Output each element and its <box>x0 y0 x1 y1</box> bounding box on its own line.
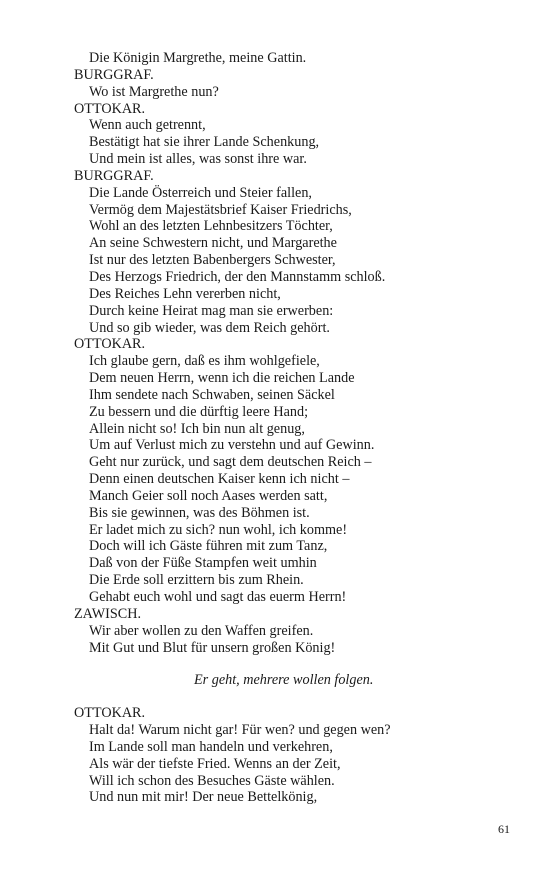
speaker-name: OTTOKAR. <box>74 336 146 353</box>
verse-line: Um auf Verlust mich zu verstehn und auf Gewinn. <box>89 437 375 454</box>
verse-line: Mit Gut und Blut für unsern großen König! <box>89 639 336 656</box>
verse-line: Im Lande soll man handeln und verkehren, <box>89 738 333 755</box>
verse-line: Wir aber wollen zu den Waffen greifen. <box>89 622 314 639</box>
verse-line: Zu bessern und die dürftig leere Hand; <box>89 403 309 420</box>
verse-line: Wohl an des letzten Lehnbesitzers Töchter, <box>89 218 333 235</box>
verse-line: Und so gib wieder, was dem Reich gehört. <box>89 319 330 336</box>
verse-line: Doch will ich Gäste führen mit zum Tanz, <box>89 538 328 555</box>
verse-line: Denn einen deutschen Kaiser kenn ich nicht – <box>89 471 350 488</box>
verse-line: Die Lande Österreich und Steier fallen, <box>89 184 312 201</box>
verse-line: Gehabt euch wohl und sagt das euerm Herrn! <box>89 589 347 605</box>
verse-line: Daß von der Füße Stampfen weit umhin <box>89 555 317 572</box>
verse-line: Die Erde soll erzittern bis zum Rhein. <box>89 572 304 589</box>
drama-text <box>74 50 514 806</box>
stage-direction: Er geht, mehrere wollen folgen. <box>194 672 374 689</box>
verse-line: Wenn auch getrennt, <box>89 117 206 134</box>
page-number: 61 <box>498 822 510 836</box>
verse-line: An seine Schwestern nicht, und Margarethe <box>89 235 337 252</box>
verse-line: Vermög dem Majestätsbrief Kaiser Friedrichs, <box>89 201 352 218</box>
verse-line: Durch keine Heirat mag man sie erwerben: <box>89 302 334 319</box>
speaker-name: OTTOKAR. <box>74 705 146 722</box>
speaker-name: BURGGRAF. <box>74 66 154 83</box>
verse-line: Ich glaube gern, daß es ihm wohlgefiele, <box>89 353 320 370</box>
speaker-name: ZAWISCH. <box>74 605 142 622</box>
verse-line: Des Reiches Lehn vererben nicht, <box>89 285 281 302</box>
speaker-name: OTTOKAR. <box>74 100 146 117</box>
verse-line: Ist nur des letzten Babenbergers Schwester, <box>89 252 336 269</box>
verse-line: Dem neuen Herrn, wenn ich die reichen Lande <box>89 370 355 387</box>
speaker-name: BURGGRAF. <box>74 167 154 184</box>
verse-line: Die Königin Margrethe, meine Gattin. <box>89 50 307 66</box>
verse-line: Und mein ist alles, was sonst ihre war. <box>89 151 307 168</box>
verse-line: Bis sie gewinnen, was des Böhmen ist. <box>89 504 310 521</box>
verse-line: Als wär der tiefste Fried. Wenns an der Zeit, <box>89 755 341 772</box>
verse-line: Allein nicht so! Ich bin nun alt genug, <box>89 420 305 437</box>
verse-line: Wo ist Margrethe nun? <box>89 83 219 100</box>
verse-line: Geht nur zurück, und sagt dem deutschen Reich – <box>89 454 372 471</box>
verse-line: Manch Geier soll noch Aases werden satt, <box>89 487 328 504</box>
verse-line: Des Herzogs Friedrich, der den Mannstamm schloß. <box>89 268 386 285</box>
verse-line: Bestätigt hat sie ihrer Lande Schenkung, <box>89 134 320 151</box>
verse-line: Will ich schon des Besuches Gäste wählen. <box>89 772 335 789</box>
verse-line: Er ladet mich zu sich? nun wohl, ich komme! <box>89 521 348 538</box>
verse-line: Ihm sendete nach Schwaben, seinen Säckel <box>89 386 335 403</box>
verse-line: Halt da! Warum nicht gar! Für wen? und gegen wen? <box>89 722 391 739</box>
verse-line: Und nun mit mir! Der neue Bettelkönig, <box>89 789 318 806</box>
